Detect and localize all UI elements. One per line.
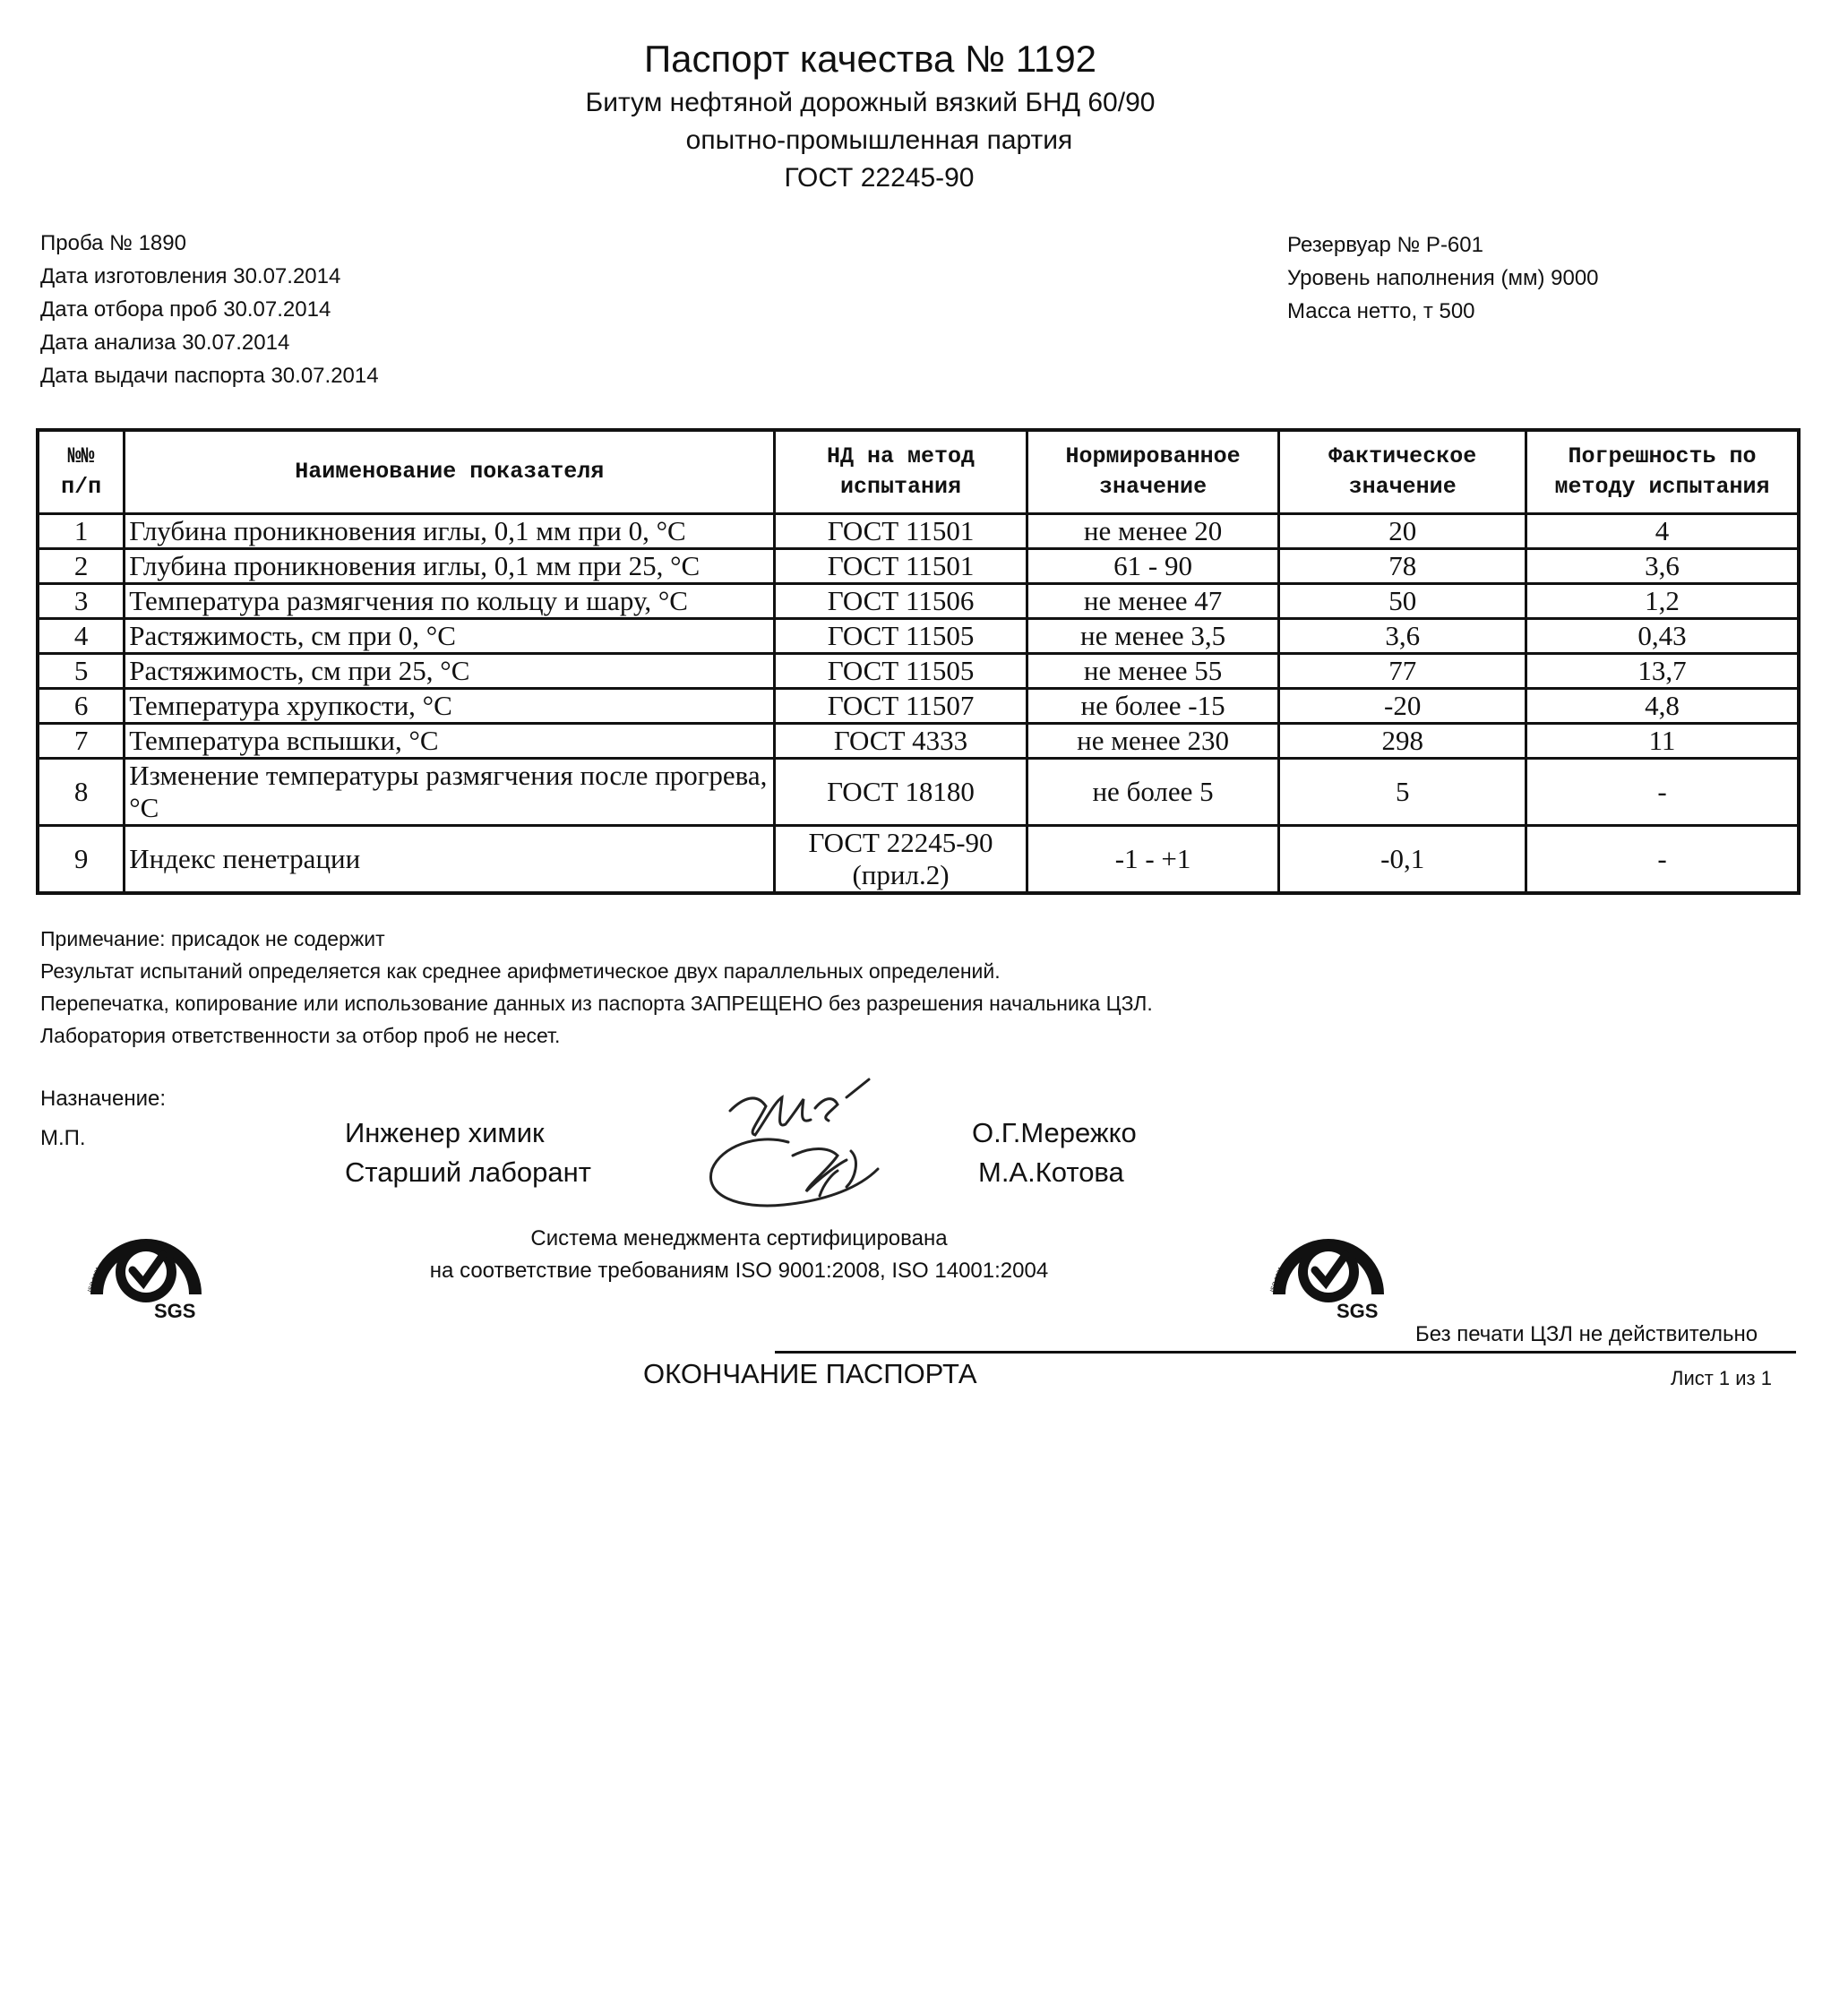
certification-statement: [0, 1223, 1478, 1287]
sampling-date: Дата отбора проб 30.07.2014: [40, 297, 331, 322]
method-error: -: [1526, 826, 1799, 894]
indicator-name: Температура размягчения по кольцу и шару, °С: [125, 584, 775, 619]
actual-value: 20: [1279, 514, 1526, 549]
test-method: ГОСТ 22245-90 (прил.2): [775, 826, 1027, 894]
sgs-ring-text: SYSTEM CERTIFICATION: [111, 1209, 176, 1215]
method-error: 4: [1526, 514, 1799, 549]
col-method-header: НД на метод испытания: [775, 430, 1027, 514]
norm-value: не менее 230: [1027, 724, 1279, 759]
issue-date: Дата выдачи паспорта 30.07.2014: [40, 364, 379, 388]
signer-name-lab-assistant: М.А.Котова: [978, 1156, 1124, 1188]
footer-divider: [775, 1351, 1796, 1354]
net-mass: Масса нетто, т 500: [1287, 299, 1475, 323]
row-number: 9: [38, 826, 125, 894]
sgs-brand-text: SGS: [154, 1300, 196, 1321]
signer-role-lab-assistant: Старший лаборант: [345, 1156, 591, 1188]
norm-value: 61 - 90: [1027, 549, 1279, 584]
analysis-date: Дата анализа 30.07.2014: [40, 331, 290, 355]
stamp-label: М.П.: [40, 1126, 86, 1150]
table-row: [38, 724, 1799, 759]
table-row: [38, 654, 1799, 689]
col-norm-header: Нормированное значение: [1027, 430, 1279, 514]
signer-role-engineer: Инженер химик: [345, 1117, 545, 1148]
test-method: ГОСТ 18180: [775, 759, 1027, 826]
signer-name-engineer: О.Г.Мережко: [972, 1117, 1137, 1148]
sgs-brand-text: SGS: [1337, 1300, 1379, 1321]
norm-value: не менее 20: [1027, 514, 1279, 549]
sheet-number: Лист 1 из 1: [1671, 1367, 1772, 1389]
table-row: [38, 759, 1799, 826]
tank-info: [1287, 228, 1599, 328]
sgs-side-text: ISO 9001: [87, 1266, 102, 1294]
method-error: 11: [1526, 724, 1799, 759]
document-title: Паспорт качества № 1192: [643, 38, 1097, 80]
handwritten-signature: [703, 1070, 909, 1223]
row-number: 2: [38, 549, 125, 584]
passport-end: ОКОНЧАНИЕ ПАСПОРТА: [643, 1358, 977, 1389]
batch-type: опытно-промышленная партия: [685, 125, 1073, 155]
row-number: 5: [38, 654, 125, 689]
actual-value: 77: [1279, 654, 1526, 689]
row-number: 7: [38, 724, 125, 759]
indicator-name: Глубина проникновения иглы, 0,1 мм при 0, °С: [125, 514, 775, 549]
indicator-name: Глубина проникновения иглы, 0,1 мм при 25, °С: [125, 549, 775, 584]
row-number: 8: [38, 759, 125, 826]
method-error: 4,8: [1526, 689, 1799, 724]
indicator-name: Растяжимость, см при 25, °С: [125, 654, 775, 689]
actual-value: 5: [1279, 759, 1526, 826]
actual-value: 298: [1279, 724, 1526, 759]
notes: [40, 923, 1153, 1052]
norm-value: не менее 3,5: [1027, 619, 1279, 654]
actual-value: -0,1: [1279, 826, 1526, 894]
indicator-name: Температура вспышки, °С: [125, 724, 775, 759]
indicator-name: Температура хрупкости, °С: [125, 689, 775, 724]
actual-value: 3,6: [1279, 619, 1526, 654]
note-line: Примечание: присадок не содержит: [40, 927, 385, 950]
product-standard: ГОСТ 22245-90: [784, 163, 975, 193]
document-header: [0, 34, 1848, 197]
test-method: ГОСТ 11505: [775, 654, 1027, 689]
actual-value: 78: [1279, 549, 1526, 584]
norm-value: не более -15: [1027, 689, 1279, 724]
test-method: ГОСТ 11506: [775, 584, 1027, 619]
table-row: [38, 689, 1799, 724]
indicator-name: Индекс пенетрации: [125, 826, 775, 894]
col-error-header: Погрешность по методу испытания: [1526, 430, 1799, 514]
row-number: 4: [38, 619, 125, 654]
col-number-header: №№ п/п: [38, 430, 125, 514]
test-method: ГОСТ 11501: [775, 549, 1027, 584]
table-row: [38, 826, 1799, 894]
test-method: ГОСТ 11501: [775, 514, 1027, 549]
test-method: ГОСТ 11507: [775, 689, 1027, 724]
actual-value: -20: [1279, 689, 1526, 724]
fill-level: Уровень наполнения (мм) 9000: [1287, 266, 1599, 290]
norm-value: -1 - +1: [1027, 826, 1279, 894]
note-line: Лаборатория ответственности за отбор проб не несет.: [40, 1024, 561, 1047]
method-error: 3,6: [1526, 549, 1799, 584]
table-row: [38, 514, 1799, 549]
method-error: -: [1526, 759, 1799, 826]
row-number: 1: [38, 514, 125, 549]
col-indicator-header: Наименование показателя: [125, 430, 775, 514]
tank-number: Резервуар № Р-601: [1287, 233, 1483, 257]
indicator-name: Изменение температуры размягчения после прогрева, °С: [125, 759, 775, 826]
table-row: [38, 549, 1799, 584]
actual-value: 50: [1279, 584, 1526, 619]
method-error: 0,43: [1526, 619, 1799, 654]
norm-value: не менее 55: [1027, 654, 1279, 689]
purpose-label: Назначение:: [40, 1087, 167, 1111]
table-header-row: [38, 430, 1799, 514]
validity-note: Без печати ЦЗЛ не действительно: [1415, 1322, 1758, 1346]
row-number: 6: [38, 689, 125, 724]
table-row: [38, 584, 1799, 619]
sgs-side-text: ISO 9001: [1269, 1266, 1285, 1294]
row-number: 3: [38, 584, 125, 619]
method-error: 13,7: [1526, 654, 1799, 689]
manufacture-date: Дата изготовления 30.07.2014: [40, 264, 341, 288]
col-actual-header: Фактическое значение: [1279, 430, 1526, 514]
method-error: 1,2: [1526, 584, 1799, 619]
note-line: Результат испытаний определяется как среднее арифметическое двух параллельных определений.: [40, 959, 1001, 983]
test-method: ГОСТ 4333: [775, 724, 1027, 759]
norm-value: не более 5: [1027, 759, 1279, 826]
table-row: [38, 619, 1799, 654]
sgs-ring-text: SYSTEM CERTIFICATION: [1294, 1209, 1358, 1215]
note-line: Перепечатка, копирование или использование данных из паспорта ЗАПРЕЩЕНО без разрешения начальника ЦЗЛ.: [40, 992, 1153, 1015]
certification-line: Система менеджмента сертифицирована: [530, 1226, 948, 1251]
test-method: ГОСТ 11505: [775, 619, 1027, 654]
indicator-name: Растяжимость, см при 0, °С: [125, 619, 775, 654]
certification-line: на соответствие требованиям ISO 9001:2008, ISO 14001:2004: [429, 1259, 1049, 1283]
sample-info: [40, 227, 379, 392]
sample-number: Проба № 1890: [40, 231, 186, 255]
product-name: Битум нефтяной дорожный вязкий БНД 60/90: [585, 88, 1156, 117]
quality-table: [36, 428, 1801, 895]
norm-value: не менее 47: [1027, 584, 1279, 619]
